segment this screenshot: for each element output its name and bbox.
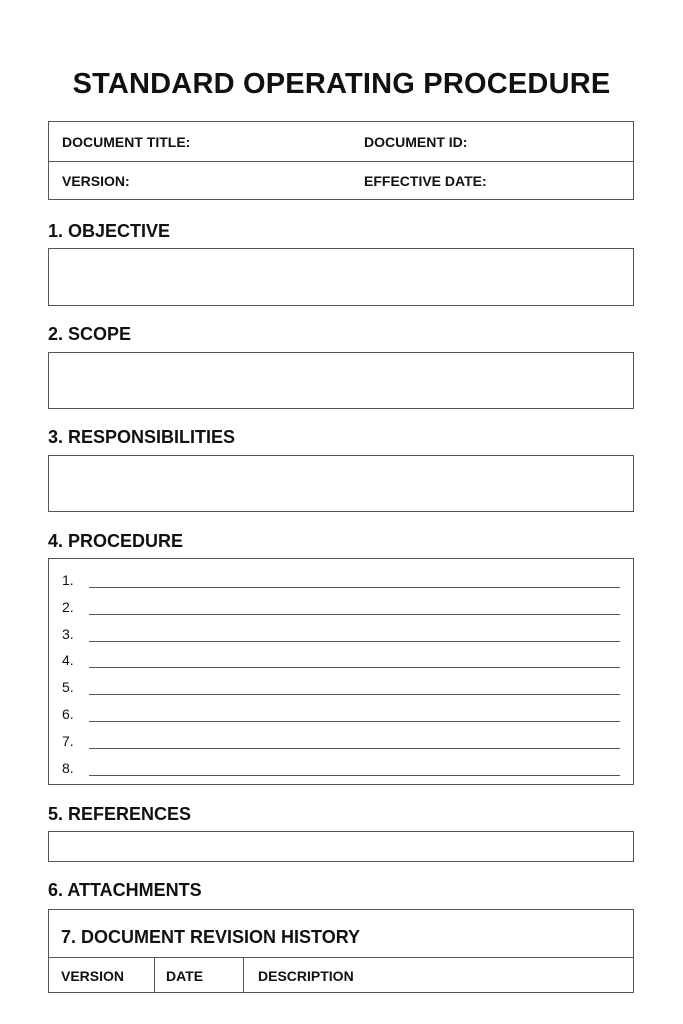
effective-date-field[interactable]: EFFECTIVE DATE: <box>364 173 487 189</box>
procedure-step[interactable] <box>49 703 633 723</box>
references-box[interactable] <box>48 831 634 862</box>
procedure-step[interactable] <box>49 623 633 643</box>
revision-history-title: 7. DOCUMENT REVISION HISTORY <box>61 927 361 947</box>
step-line <box>89 748 620 749</box>
procedure-step[interactable] <box>49 596 633 616</box>
step-number: 2. <box>62 599 74 615</box>
step-number: 7. <box>62 733 74 749</box>
objective-box[interactable] <box>48 248 634 306</box>
document-title-field[interactable]: DOCUMENT TITLE: <box>62 134 191 150</box>
step-number: 4. <box>62 652 74 668</box>
info-row <box>49 161 633 200</box>
column-date <box>154 958 244 993</box>
responsibilities-box[interactable] <box>48 455 634 512</box>
procedure-step[interactable] <box>49 730 633 750</box>
revision-history-table <box>48 909 634 993</box>
procedure-box <box>48 558 634 785</box>
column-version <box>49 958 155 993</box>
step-number: 6. <box>62 706 74 722</box>
column-header: DATE <box>166 968 204 984</box>
step-line <box>89 775 620 776</box>
info-row <box>49 122 633 162</box>
procedure-step[interactable] <box>49 676 633 696</box>
step-number: 3. <box>62 626 74 642</box>
step-line <box>89 694 620 695</box>
objective-heading: 1. OBJECTIVE <box>48 221 171 241</box>
procedure-step[interactable] <box>49 569 633 589</box>
column-description <box>243 958 633 993</box>
procedure-step[interactable] <box>49 757 633 777</box>
page-title: STANDARD OPERATING PROCEDURE <box>72 68 611 100</box>
column-header: DESCRIPTION <box>258 968 354 984</box>
references-heading: 5. REFERENCES <box>48 804 192 824</box>
document-info-table <box>48 121 634 200</box>
step-line <box>89 641 620 642</box>
revision-header-row <box>49 957 633 993</box>
step-line <box>89 721 620 722</box>
attachments-heading: 6. ATTACHMENTS <box>48 880 202 900</box>
scope-box[interactable] <box>48 352 634 409</box>
step-number: 5. <box>62 679 74 695</box>
scope-heading: 2. SCOPE <box>48 324 132 344</box>
document-id-field[interactable]: DOCUMENT ID: <box>364 134 468 150</box>
step-number: 8. <box>62 760 74 776</box>
step-number: 1. <box>62 572 74 588</box>
step-line <box>89 587 620 588</box>
column-header: VERSION <box>61 968 125 984</box>
procedure-heading: 4. PROCEDURE <box>48 531 184 551</box>
step-line <box>89 614 620 615</box>
step-line <box>89 667 620 668</box>
procedure-step[interactable] <box>49 649 633 669</box>
version-field[interactable]: VERSION: <box>62 173 130 189</box>
responsibilities-heading: 3. RESPONSIBILITIES <box>48 427 236 447</box>
